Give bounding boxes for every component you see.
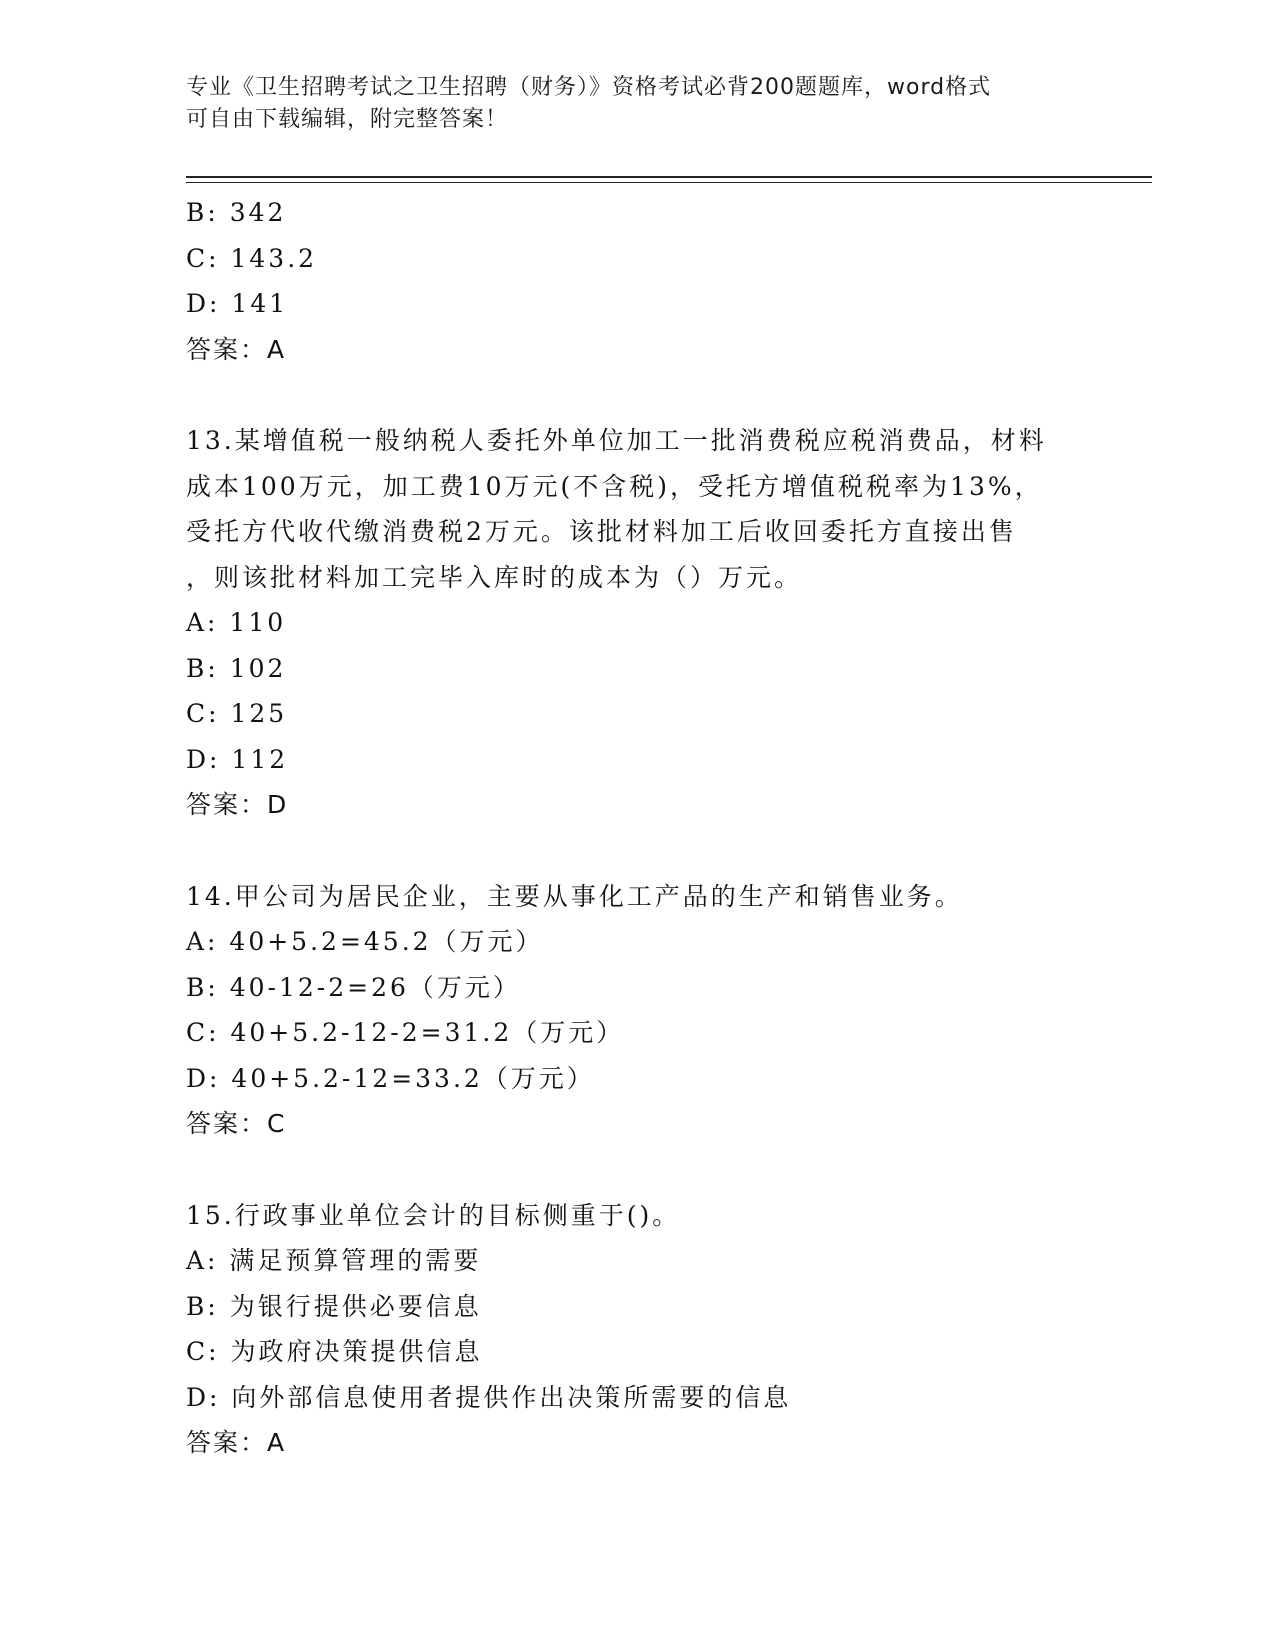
- option-c: C: 为政府决策提供信息: [186, 1337, 483, 1366]
- question-text-line: 13.某增值税一般纳税人委托外单位加工一批消费税应税消费品，材料: [186, 426, 1047, 455]
- header-divider-thin: [186, 182, 1152, 183]
- option-b: B: 342: [186, 198, 287, 227]
- answer-line: 答案：C: [186, 1109, 287, 1138]
- question-15: [186, 1193, 1086, 1466]
- option-a: A: 110: [186, 608, 287, 637]
- spacer: [186, 1147, 1086, 1193]
- question-text: [186, 1193, 1086, 1239]
- option-b: B: 102: [186, 653, 287, 683]
- question-12-tail: [186, 190, 1086, 372]
- option-a: A: 满足预算管理的需要: [186, 1246, 482, 1275]
- answer-line: 答案：A: [186, 334, 287, 364]
- question-text-line: 成本100万元，加工费10万元(不含税)，受托方增值税税率为13%，: [186, 471, 1043, 501]
- page-header: [186, 72, 1086, 136]
- answer-line: 答案：D: [186, 790, 289, 819]
- answer-line: 答案：A: [186, 1428, 287, 1457]
- header-line-1: 专业《卫生招聘考试之卫生招聘（财务）》资格考试必背200题题库，word格式: [186, 75, 992, 100]
- option-a: A: 40+5.2=45.2（万元）: [186, 927, 544, 956]
- option-b: B: 为银行提供必要信息: [186, 1291, 482, 1321]
- option-d: D: 向外部信息使用者提供作出决策所需要的信息: [186, 1382, 792, 1412]
- option-d: D: 112: [186, 744, 289, 774]
- question-text-line: 受托方代收代缴消费税2万元。该批材料加工后收回委托方直接出售: [186, 517, 1017, 546]
- question-text-line: 15.行政事业单位会计的目标侧重于()。: [186, 1200, 681, 1230]
- option-c: C: 143.2: [186, 243, 318, 273]
- option-d: D: 40+5.2-12=33.2（万元）: [186, 1063, 595, 1093]
- question-text-line: 14.甲公司为居民企业，主要从事化工产品的生产和销售业务。: [186, 881, 963, 911]
- document-body: [186, 190, 1086, 1466]
- spacer: [186, 372, 1086, 418]
- question-text: [186, 874, 1086, 920]
- question-text: [186, 418, 1086, 600]
- header-divider-thick: [186, 176, 1152, 178]
- question-13: [186, 418, 1086, 828]
- option-d: D: 141: [186, 289, 289, 318]
- option-c: C: 40+5.2-12-2=31.2（万元）: [186, 1018, 625, 1047]
- question-14: [186, 874, 1086, 1147]
- spacer: [186, 828, 1086, 874]
- option-c: C: 125: [186, 699, 288, 728]
- header-line-2: 可自由下载编辑，附完整答案！: [186, 107, 509, 132]
- option-b: B: 40-12-2=26（万元）: [186, 972, 521, 1002]
- question-text-line: ，则该批材料加工完毕入库时的成本为（）万元。: [186, 562, 803, 592]
